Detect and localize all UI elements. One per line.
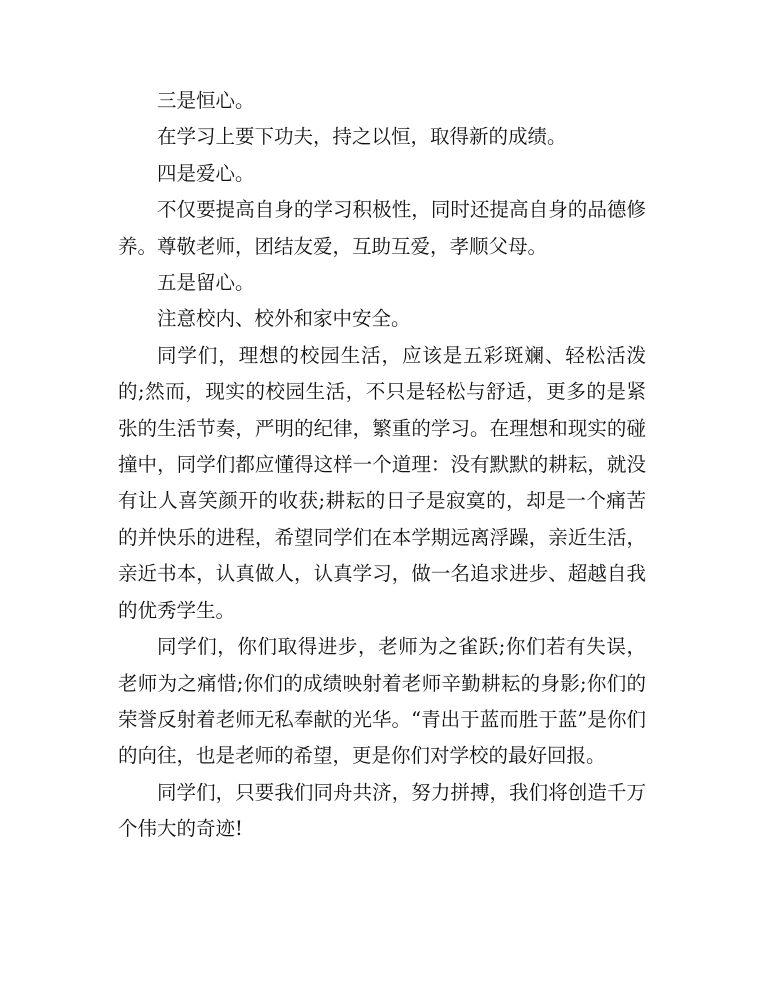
paragraph-caring: 不仅要提高自身的学习积极性，同时还提高自身的品德修养。尊敬老师，团结友爱，互助互爱，孝顺父母。 <box>118 198 646 258</box>
paragraph-ideal-school-life: 同学们，理想的校园生活，应该是五彩斑斓、轻松活泼的;然而，现实的校园生活，不只是轻松与舒适，更多的是紧张的生活节奏，严明的纪律，繁重的学习。在理想和现实的碰撞中，同学们都应懂得这样一个道理：没有默默的耕耘，就没有让人喜笑颜开的收获;耕耘的日子是寂寞的，却是一个痛苦的并快乐的进程，希望同学们在本学期远离浮躁，亲近生活，亲近书本，认真做人，认真学习，做一名追求进步、超越自我的优秀学生。 <box>118 343 646 622</box>
paragraph-attention: 注意校内、校外和家中安全。 <box>157 307 411 331</box>
paragraph-teachers: 同学们，你们取得进步，老师为之雀跃;你们若有失误，老师为之痛惜;你们的成绩映射着老师辛勤耕耘的身影;你们的荣誉反射着老师无私奉献的光华。“青出于蓝而胜于蓝”是你们的向往，也是老师的希望，更是你们对学校的最好回报。 <box>118 635 646 768</box>
document-body <box>118 83 646 848</box>
paragraph-heading-caring: 四是爱心。 <box>157 161 255 185</box>
paragraph-heading-attention: 五是留心。 <box>157 271 255 295</box>
paragraph-heading-perseverance: 三是恒心。 <box>157 89 255 112</box>
paragraph-closing: 同学们，只要我们同舟共济，努力拼搏，我们将创造千万个伟大的奇迹! <box>118 780 646 841</box>
paragraph-perseverance: 在学习上要下功夫，持之以恒，取得新的成绩。 <box>157 125 567 149</box>
